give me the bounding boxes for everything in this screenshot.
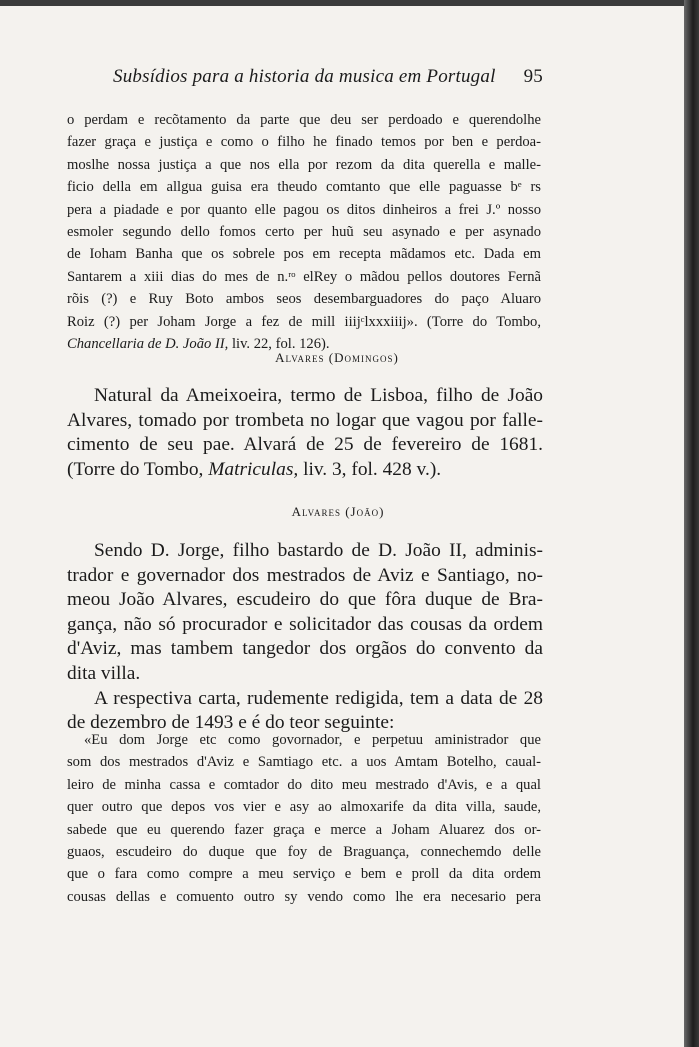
text-line: Santarem a xiii dias do mes de n.ʳᵒ elRey o mãdou pellos doutores Fernã xyxy=(67,268,541,285)
text-line: Sendo D. Jorge, filho bastardo de D. João II, adminis- xyxy=(94,540,543,561)
text-line: dita villa. xyxy=(67,662,141,684)
text-line: som dos mestrados d'Aviz e Samtiago etc. a uos Amtam Botelho, caual- xyxy=(67,754,541,771)
text-line: Roiz (?) per Joham Jorge a fez de mill iiijᶜlxxxiiij». (Torre do Tombo, xyxy=(67,313,541,330)
page-number: 95 xyxy=(523,66,543,87)
text-line: cousas dellas e comuento outro sy vendo como lhe era necesario pera xyxy=(67,888,541,905)
text-line-citation xyxy=(67,458,543,483)
text-line: ficio della em allgua guisa era theudo comtanto que elle paguasse bᵉ rs xyxy=(67,179,541,196)
text-line: rõis (?) e Ruy Boto ambos seos desembarguadores do paço Aluaro xyxy=(67,291,541,308)
text-line: d'Aviz, mas tambem tangedor dos orgãos do convento da xyxy=(67,638,543,660)
book-page xyxy=(0,6,684,1047)
text-line: meou João Alvares, escudeiro do que fôra duque de Bra- xyxy=(67,589,543,611)
text-line: pera a piadade e por quanto elle pagou os ditos dinheiros a frei J.º nosso xyxy=(67,201,541,218)
text-line: sabede que eu querendo fazer graça e merce a Joham Aluarez dos or- xyxy=(67,821,541,838)
text-line: leiro de minha cassa e comtador do dito meu mestrado d'Avis, e a qual xyxy=(67,776,541,793)
text-line: de Ioham Banha que os sobrele pos em recepta mãdamos etc. Dada em xyxy=(67,246,541,263)
entry-alvares-joao xyxy=(67,539,543,736)
text-line: Natural da Ameixoeira, termo de Lisboa, filho de João xyxy=(94,385,543,406)
text-line: que o fara como compre a meu serviço e bem e proll da dita ordem xyxy=(67,866,541,883)
entry-alvares-domingos xyxy=(67,384,543,482)
text-line: quer outro que depos vos vier e asy ao almoxarife da dita villa, saude, xyxy=(67,799,541,816)
quoted-charter xyxy=(67,729,541,908)
text-line: cimento de seu pae. Alvará de 25 de fevereiro de 1681. xyxy=(67,434,543,456)
section-heading-alvares-joao: Alvares (João) xyxy=(291,504,385,519)
running-title: Subsídios para a historia da musica em Portugal xyxy=(113,66,496,87)
citation-post: liv. 3, fol. 428 v.). xyxy=(298,458,442,480)
scan-page-edge xyxy=(684,0,699,1047)
text-line: guaos, escudeiro do duque que foy de Braguança, connechemdo delle xyxy=(67,844,541,861)
text-line: de dezembro de 1493 e é do teor seguinte: xyxy=(67,712,395,734)
citation-pre: (Torre do Tombo, xyxy=(67,458,209,480)
text-line: o perdam e recõtamento da parte que deu ser perdoado e querendolhe xyxy=(67,112,541,128)
text-line: trador e governador dos mestrados de Aviz e Santiago, no- xyxy=(67,564,543,586)
text-line: Alvares, tomado por trombeta no logar que vagou por falle- xyxy=(67,409,543,431)
text-line: A respectiva carta, rudemente redigida, tem a data de 28 xyxy=(94,687,543,709)
citation-italic: Matriculas, xyxy=(208,458,299,480)
document-excerpt-continued xyxy=(67,109,541,355)
text-line: moslhe nossa justiça a que nos ella por rezom da dita querella e malle- xyxy=(67,156,541,173)
text-line: fazer graça e justiça e como o filho he finado temos por ben e perdoa- xyxy=(67,134,541,151)
text-line: gança, não só procurador e solicitador das cousas da ordem xyxy=(67,613,543,635)
text-line: «Eu dom Jorge etc como govornador, e perpetuu aministrador que xyxy=(84,732,541,748)
citation-italic: Chancellaria de D. João II, xyxy=(67,336,229,353)
text-line: esmoler segundo dello fomos certo per huũ seu asynado e per asynado xyxy=(67,224,541,241)
citation-rest: liv. 22, fol. 126). xyxy=(228,336,330,353)
section-heading-alvares-domingos: Alvares (Domingos) xyxy=(275,350,399,365)
running-header xyxy=(113,66,543,88)
